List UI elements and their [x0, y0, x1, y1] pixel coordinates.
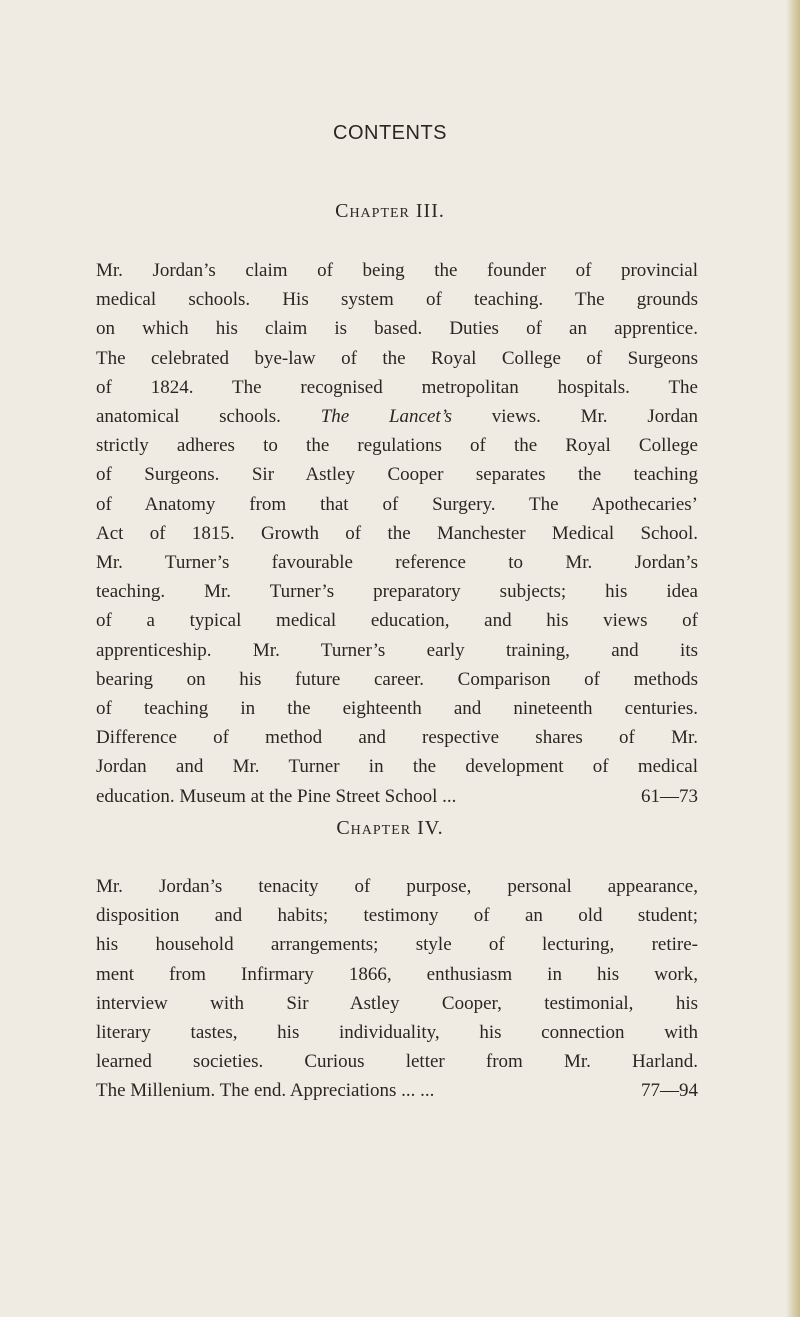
- summary-line: Mr. Jordan’s claim of being the founder of provincial: [96, 260, 698, 281]
- summary-line: medical schools. His system of teaching. The grounds: [96, 289, 698, 311]
- summary-line: strictly adheres to the regulations of the Royal College: [96, 435, 698, 457]
- summary-text: anatomical schools.: [96, 406, 281, 428]
- summary-line: learned societies. Curious letter from Mr. Harland.: [96, 1051, 698, 1073]
- summary-line: The celebrated bye-law of the Royal College of Surgeons: [96, 347, 698, 369]
- summary-line: of a typical medical education, and his views of: [96, 610, 698, 632]
- journal-title: The Lancet’s: [320, 406, 452, 428]
- summary-line: Difference of method and respective shares of Mr.: [96, 727, 698, 749]
- chapter-heading-4: Chapter IV.: [336, 817, 444, 839]
- summary-text: education. Museum at the Pine Street School ...: [96, 785, 457, 807]
- page-range: 77—94: [641, 1080, 698, 1102]
- summary-line-last: [96, 1076, 698, 1105]
- summary-text: The Millenium. The end. Appreciations ... ...: [96, 1080, 435, 1102]
- summary-line: apprenticeship. Mr. Turner’s early training, and its: [96, 639, 698, 661]
- chapter-summary-4: [96, 872, 698, 1106]
- summary-line: teaching. Mr. Turner’s preparatory subjects; his idea: [96, 581, 698, 603]
- summary-line: Mr. Jordan’s tenacity of purpose, personal appearance,: [96, 876, 698, 897]
- page-range: 61—73: [641, 785, 698, 807]
- summary-line: of Surgeons. Sir Astley Cooper separates the teaching: [96, 464, 698, 486]
- summary-line: Mr. Turner’s favourable reference to Mr. Jordan’s: [96, 552, 698, 574]
- summary-line: disposition and habits; testimony of an old student;: [96, 905, 698, 927]
- summary-line: his household arrangements; style of lecturing, retire-: [96, 934, 698, 956]
- summary-text: views. Mr. Jordan: [491, 406, 699, 428]
- summary-line: ment from Infirmary 1866, enthusiasm in his work,: [96, 963, 698, 985]
- summary-line-last: [96, 782, 698, 811]
- summary-line: [96, 402, 698, 431]
- summary-line: of 1824. The recognised metropolitan hospitals. The: [96, 376, 698, 398]
- summary-line: Jordan and Mr. Turner in the development of medical: [96, 756, 698, 778]
- chapter-summary-3: [96, 256, 698, 811]
- summary-line: on which his claim is based. Duties of an apprentice.: [96, 318, 698, 340]
- summary-line: interview with Sir Astley Cooper, testimonial, his: [96, 992, 698, 1014]
- chapter-heading-3: Chapter III.: [335, 200, 445, 222]
- page-title: CONTENTS: [333, 122, 447, 144]
- summary-line: Act of 1815. Growth of the Manchester Medical School.: [96, 522, 698, 544]
- summary-line: of Anatomy from that of Surgery. The Apothecaries’: [96, 493, 698, 515]
- summary-line: of teaching in the eighteenth and nineteenth centuries.: [96, 698, 698, 720]
- page-edge-shadow: [786, 0, 800, 1317]
- summary-line: bearing on his future career. Comparison of methods: [96, 668, 698, 690]
- summary-line: literary tastes, his individuality, his connection with: [96, 1022, 698, 1044]
